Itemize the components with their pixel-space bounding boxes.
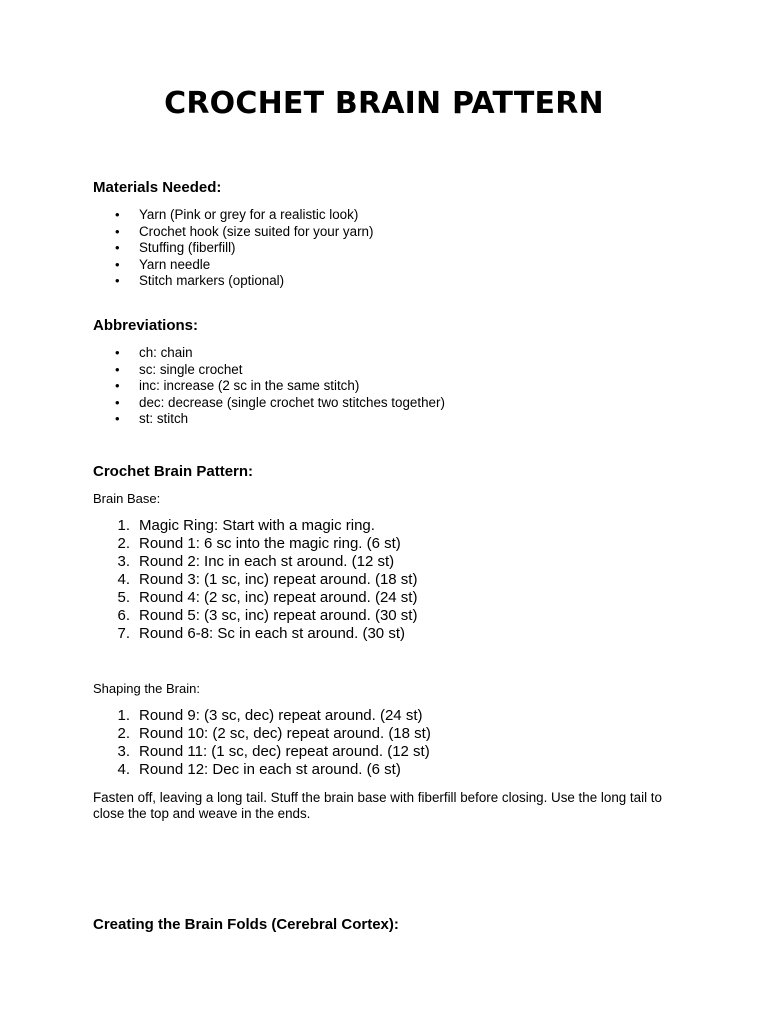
step-text: Round 10: (2 sc, dec) repeat around. (18 st)	[139, 725, 431, 742]
bullet-icon: •	[115, 223, 120, 239]
step-text: Round 1: 6 sc into the magic ring. (6 st)	[139, 535, 401, 552]
list-item-text: Stitch markers (optional)	[139, 273, 285, 289]
list-item	[0, 362, 445, 379]
step-item	[0, 517, 417, 535]
brain-base-steps	[0, 517, 417, 643]
step-number: 2.	[117, 535, 130, 552]
bullet-icon: •	[115, 240, 120, 256]
abbreviations-heading: Abbreviations:	[93, 317, 199, 334]
list-item-text: Yarn (Pink or grey for a realistic look)	[139, 207, 359, 222]
step-item	[0, 707, 431, 725]
step-item	[0, 535, 417, 553]
step-text: Round 4: (2 sc, inc) repeat around. (24 st)	[139, 589, 418, 606]
step-text: Round 12: Dec in each st around. (6 st)	[139, 761, 401, 778]
step-number: 4.	[117, 761, 130, 778]
shaping-steps	[0, 707, 431, 779]
step-item	[0, 743, 431, 761]
step-text: Magic Ring: Start with a magic ring.	[139, 517, 375, 534]
bullet-icon: •	[115, 361, 120, 377]
step-text: Round 3: (1 sc, inc) repeat around. (18 st)	[139, 571, 418, 588]
step-number: 5.	[117, 589, 130, 606]
step-item	[0, 761, 431, 779]
step-number: 3.	[117, 743, 130, 760]
list-item	[0, 411, 445, 428]
list-item	[0, 378, 445, 395]
list-item	[0, 240, 373, 257]
list-item-text: dec: decrease (single crochet two stitches together)	[139, 394, 445, 410]
materials-list	[0, 207, 373, 290]
bullet-icon: •	[115, 411, 120, 427]
materials-heading: Materials Needed:	[93, 179, 222, 196]
list-item	[0, 224, 373, 241]
step-number: 1.	[117, 707, 130, 724]
list-item	[0, 273, 373, 290]
list-item-text: inc: increase (2 sc in the same stitch)	[139, 378, 360, 394]
bullet-icon: •	[115, 207, 120, 222]
step-number: 7.	[117, 625, 130, 642]
bullet-icon: •	[115, 378, 120, 394]
list-item	[0, 395, 445, 412]
abbreviations-list	[0, 345, 445, 428]
list-item-text: Crochet hook (size suited for your yarn)	[139, 223, 374, 239]
step-item	[0, 553, 417, 571]
bullet-icon: •	[115, 256, 120, 272]
page-title: CROCHET BRAIN PATTERN	[164, 86, 604, 121]
step-number: 2.	[117, 725, 130, 742]
step-text: Round 11: (1 sc, dec) repeat around. (12 st)	[139, 743, 430, 760]
step-number: 3.	[117, 553, 130, 570]
folds-heading: Creating the Brain Folds (Cerebral Cortex):	[93, 916, 399, 933]
step-text: Round 5: (3 sc, inc) repeat around. (30 st)	[139, 607, 418, 624]
step-item	[0, 607, 417, 625]
step-text: Round 9: (3 sc, dec) repeat around. (24 st)	[139, 707, 423, 724]
shaping-label: Shaping the Brain:	[93, 681, 200, 696]
list-item	[0, 345, 445, 362]
step-item	[0, 571, 417, 589]
bullet-icon: •	[115, 345, 120, 360]
closing-note: Fasten off, leaving a long tail. Stuff the brain base with fiberfill before closing. Use the long tail to close the top and weave in the ends.	[93, 790, 662, 822]
step-number: 6.	[117, 607, 130, 624]
list-item	[0, 257, 373, 274]
step-text: Round 6-8: Sc in each st around. (30 st)	[139, 625, 405, 642]
step-text: Round 2: Inc in each st around. (12 st)	[139, 553, 395, 570]
pattern-heading: Crochet Brain Pattern:	[93, 463, 254, 480]
brain-base-label: Brain Base:	[93, 491, 161, 506]
step-item	[0, 725, 431, 743]
list-item-text: st: stitch	[139, 411, 189, 427]
step-number: 4.	[117, 571, 130, 588]
list-item-text: Yarn needle	[139, 256, 211, 272]
list-item-text: ch: chain	[139, 345, 193, 360]
step-number: 1.	[117, 517, 130, 534]
bullet-icon: •	[115, 273, 120, 289]
list-item-text: sc: single crochet	[139, 361, 243, 377]
list-item-text: Stuffing (fiberfill)	[139, 240, 236, 256]
list-item	[0, 207, 373, 224]
step-item	[0, 589, 417, 607]
step-item	[0, 625, 417, 643]
bullet-icon: •	[115, 394, 120, 410]
